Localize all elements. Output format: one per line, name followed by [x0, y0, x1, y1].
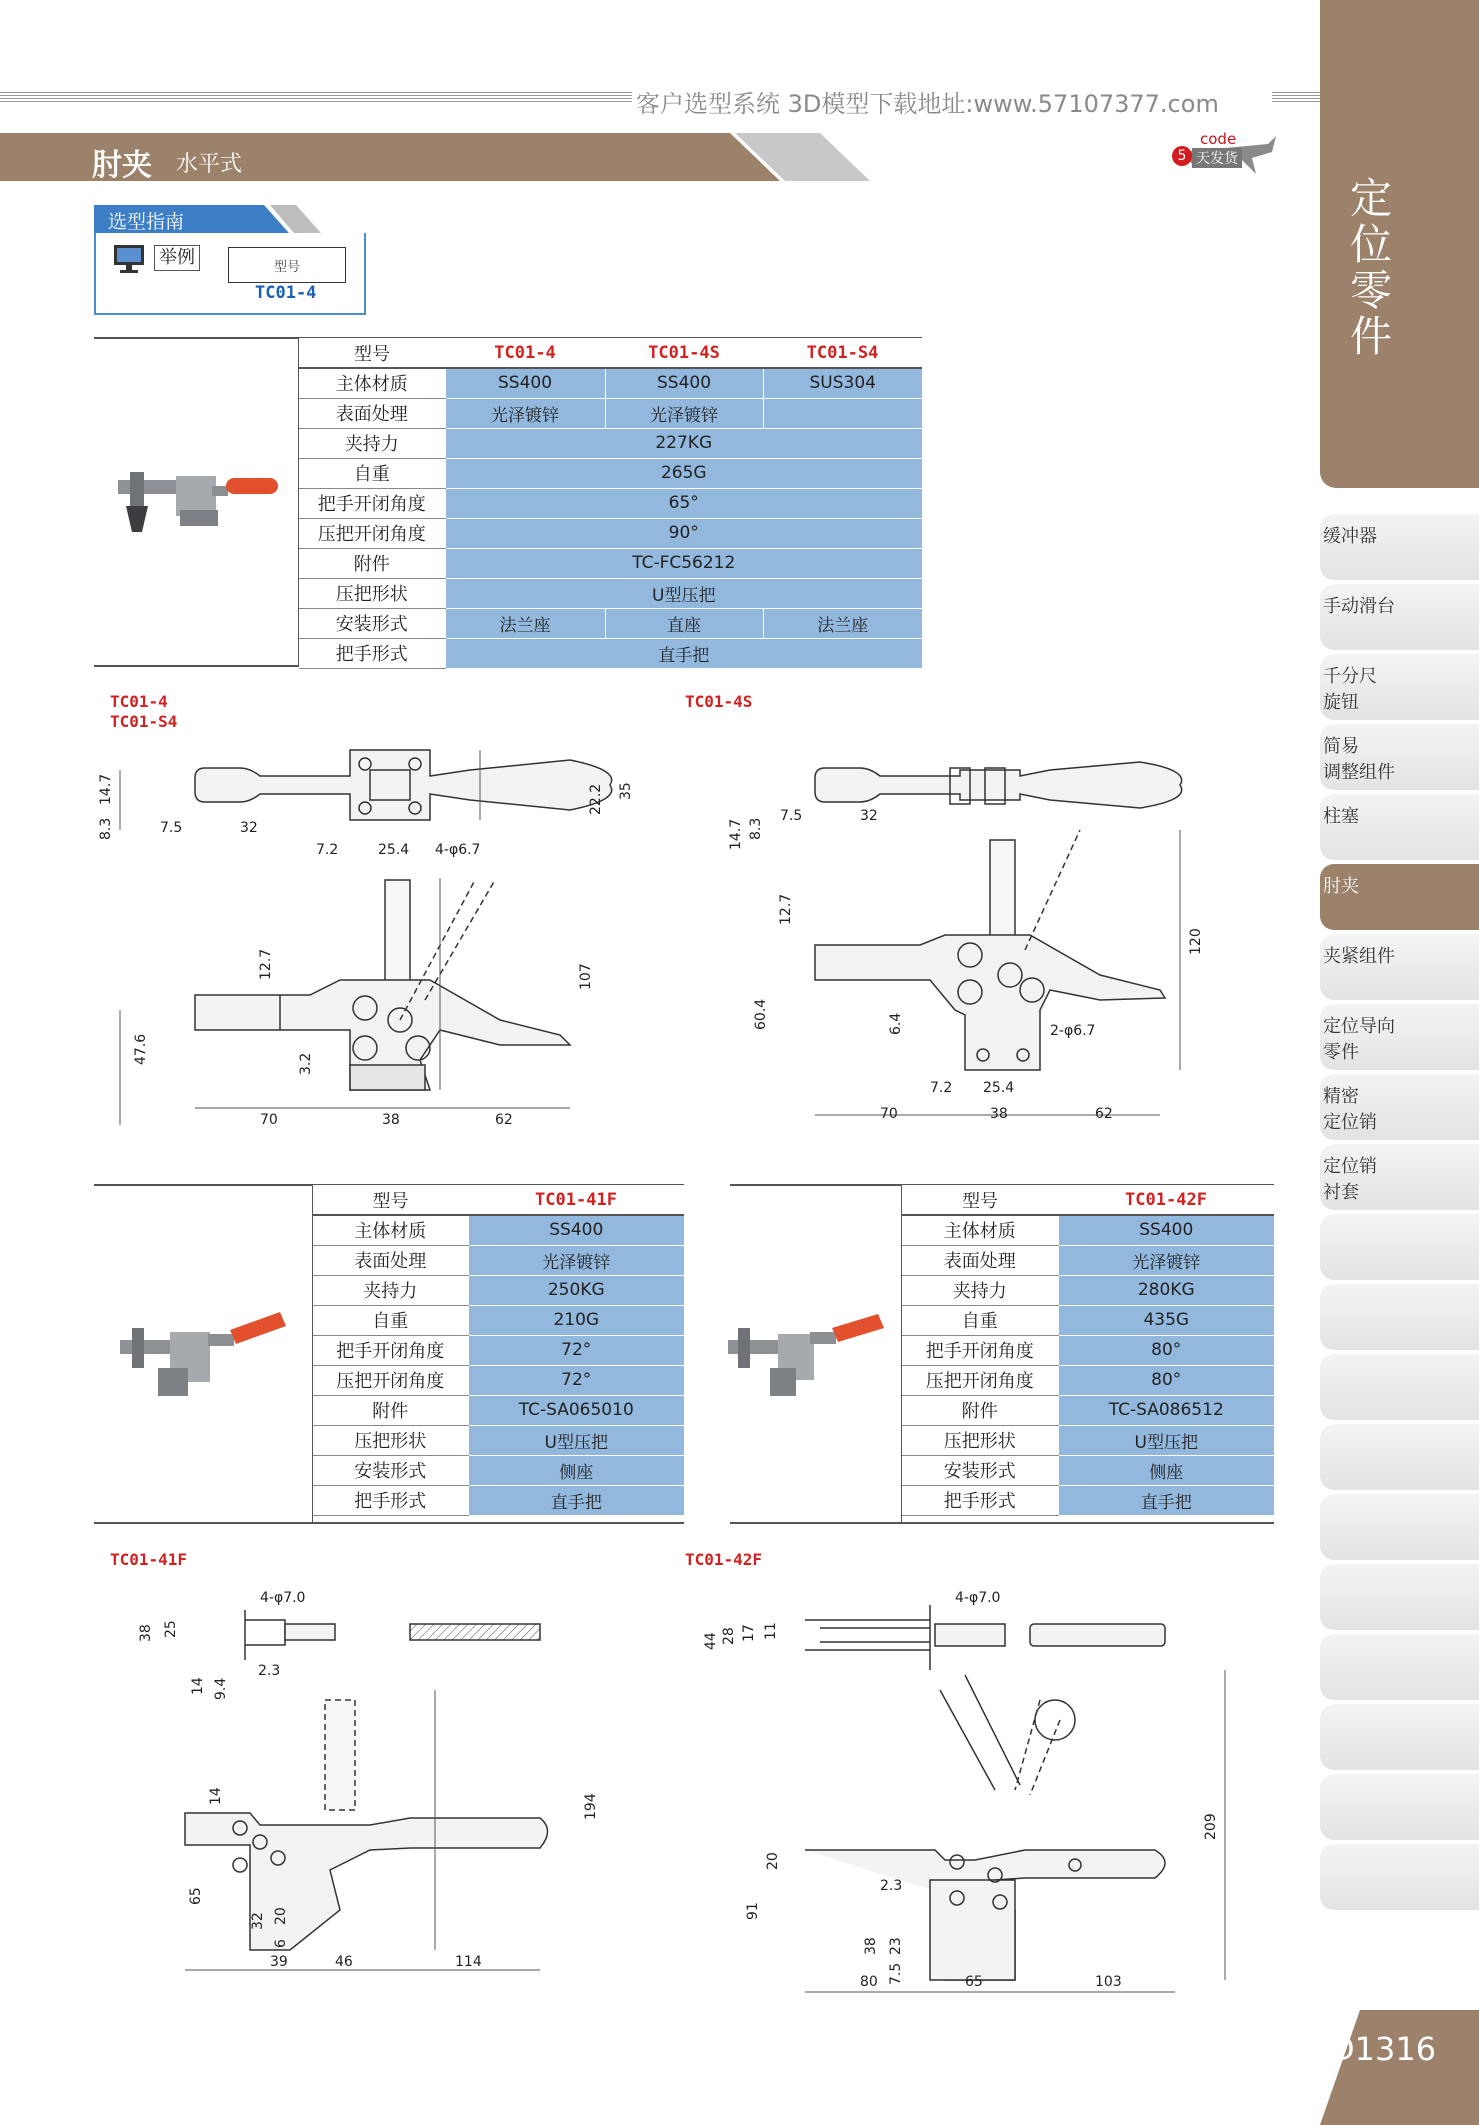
- row-value: TC-SA065010: [468, 1395, 684, 1425]
- row-value: 80°: [1058, 1365, 1274, 1395]
- row-value: U型压把: [445, 578, 922, 608]
- table-header-row: [299, 338, 922, 368]
- row-value: 250KG: [468, 1275, 684, 1305]
- dim-text: 7.2: [930, 1080, 953, 1096]
- dim-text: 2.3: [258, 1663, 281, 1679]
- table-header-row: [313, 1185, 684, 1215]
- sidebar-item-buffer[interactable]: [1320, 514, 1479, 580]
- table-row: [902, 1455, 1274, 1485]
- row-key: 压把开闭角度: [299, 518, 445, 548]
- spec-table-1: [299, 338, 922, 669]
- badge-number: 5: [1172, 146, 1192, 166]
- sidebar-item-empty: [1320, 1284, 1479, 1350]
- dim-text: 9.4: [213, 1677, 229, 1700]
- table-row: [299, 518, 922, 548]
- dim-text: 65: [188, 1887, 204, 1905]
- model-cell: TC01-42F: [1058, 1185, 1274, 1215]
- sidebar-item-simple-adjust[interactable]: [1320, 724, 1479, 790]
- row-value: 210G: [468, 1305, 684, 1335]
- dim-text: 38: [382, 1112, 400, 1128]
- page-title: 肘夹: [92, 148, 152, 183]
- tc01-41f-photo: [110, 1310, 290, 1404]
- model-cell: TC01-4S: [605, 338, 763, 368]
- row-key: 压把开闭角度: [313, 1365, 468, 1395]
- row-value: 侧座: [1058, 1455, 1274, 1485]
- sidebar-item-label: 定位销 衬套: [1323, 1156, 1377, 1203]
- table-row: [313, 1365, 684, 1395]
- example-label: 举例: [154, 245, 200, 271]
- row-value: 227KG: [445, 428, 922, 458]
- dim-text: 7.5: [888, 1962, 904, 1985]
- row-key: 夹持力: [299, 428, 445, 458]
- dim-text: 38: [990, 1106, 1008, 1122]
- row-value: SUS304: [763, 368, 922, 398]
- dim-text: 91: [745, 1902, 761, 1920]
- row-value: 直手把: [1058, 1485, 1274, 1515]
- sidebar-item-label: 肘夹: [1323, 876, 1359, 897]
- row-value: TC-SA086512: [1058, 1395, 1274, 1425]
- dim-text: 12.7: [258, 948, 274, 980]
- row-value: SS400: [605, 368, 763, 398]
- monitor-icon: [112, 243, 152, 275]
- table-row: [313, 1455, 684, 1485]
- toggle-clamp-photo-3: [722, 1310, 892, 1400]
- row-key: 自重: [299, 458, 445, 488]
- download-banner: [0, 86, 1320, 118]
- row-value: 光泽镀锌: [468, 1245, 684, 1275]
- example-tag: [112, 245, 202, 275]
- row-key: 把手形式: [299, 638, 445, 668]
- header-key: 型号: [313, 1185, 468, 1215]
- sidebar-item-label: 千分尺 旋钮: [1323, 666, 1377, 713]
- dim-text: 25.4: [983, 1080, 1015, 1096]
- dim-text: 3.2: [298, 1052, 314, 1075]
- row-value: SS400: [468, 1215, 684, 1245]
- dim-text: 32: [250, 1912, 266, 1930]
- sidebar-item-label: 夹紧组件: [1323, 946, 1395, 967]
- row-key: 自重: [902, 1305, 1058, 1335]
- row-key: 压把形状: [902, 1425, 1058, 1455]
- banner-rule-right: [1272, 92, 1320, 103]
- dim-text: 32: [860, 808, 878, 824]
- sidebar-item-label: 精密 定位销: [1323, 1086, 1377, 1133]
- dim-text: 38: [863, 1937, 879, 1955]
- table-row: [902, 1425, 1274, 1455]
- dim-text: 25: [163, 1620, 179, 1638]
- sidebar-item-label: 柱塞: [1323, 806, 1359, 827]
- dim-text: 44: [703, 1632, 719, 1650]
- drawing-label-tc01-41f: TC01-41F: [110, 1550, 188, 1569]
- model-cell: TC01-S4: [763, 338, 922, 368]
- row-key: 附件: [313, 1395, 468, 1425]
- sidebar-heading: [1320, 0, 1479, 488]
- row-value: 72°: [468, 1335, 684, 1365]
- row-key: 夹持力: [902, 1275, 1058, 1305]
- row-value: TC-FC56212: [445, 548, 922, 578]
- drawing-tc01-41f: [130, 1580, 610, 1980]
- dim-text: 80: [860, 1974, 878, 1990]
- row-value: 65°: [445, 488, 922, 518]
- row-key: 主体材质: [313, 1215, 468, 1245]
- row-value: 265G: [445, 458, 922, 488]
- sidebar-heading-text: 定 位 零 件: [1349, 174, 1392, 361]
- row-value: 280KG: [1058, 1275, 1274, 1305]
- table-row: [299, 428, 922, 458]
- table-row: [299, 548, 922, 578]
- row-value: U型压把: [468, 1425, 684, 1455]
- sidebar-item-empty: [1320, 1844, 1479, 1910]
- toggle-clamp-photo-1: [108, 462, 278, 542]
- sidebar-item-manual-slide[interactable]: [1320, 584, 1479, 650]
- sidebar-item-empty: [1320, 1634, 1479, 1700]
- row-key: 压把形状: [299, 578, 445, 608]
- table-header-row: [902, 1185, 1274, 1215]
- row-value: 光泽镀锌: [445, 398, 605, 428]
- banner-text: 客户选型系统 3D模型下载地址:www.57107377.com: [636, 90, 1219, 118]
- dim-text: 14.7: [728, 818, 744, 850]
- row-value: SS400: [1058, 1215, 1274, 1245]
- dim-text: 114: [455, 1954, 482, 1970]
- dim-text: 107: [578, 963, 594, 990]
- dim-text: 28: [721, 1627, 737, 1645]
- table-row: [902, 1335, 1274, 1365]
- row-value: 80°: [1058, 1335, 1274, 1365]
- page-number: D1316: [1330, 2030, 1437, 2068]
- drawing-tc01-4s: [720, 730, 1220, 1130]
- row-value: 侧座: [468, 1455, 684, 1485]
- dim-text: 70: [260, 1112, 278, 1128]
- row-key: 表面处理: [313, 1245, 468, 1275]
- selection-guide: [94, 205, 366, 315]
- table-row: [299, 578, 922, 608]
- dim-text: 25.4: [378, 842, 410, 858]
- dim-text: 7.5: [160, 820, 183, 836]
- dim-text: 2-φ6.7: [1050, 1023, 1096, 1039]
- dim-text: 62: [1095, 1106, 1113, 1122]
- dim-text: 4-φ7.0: [955, 1590, 1001, 1606]
- row-value: 法兰座: [445, 608, 605, 638]
- dim-text: 62: [495, 1112, 513, 1128]
- dim-text: 32: [240, 820, 258, 836]
- toggle-clamp-photo-2: [110, 1310, 290, 1400]
- dim-text: 2.3: [880, 1878, 903, 1894]
- dim-text: 14: [208, 1787, 224, 1805]
- sidebar-item-toggle-clamp[interactable]: [1320, 864, 1479, 930]
- tc01-42f-photo: [722, 1310, 892, 1404]
- row-key: 安装形式: [313, 1455, 468, 1485]
- header-key: 型号: [902, 1185, 1058, 1215]
- dim-text: 17: [741, 1624, 757, 1642]
- sidebar-item-empty: [1320, 1214, 1479, 1280]
- guide-header: [94, 205, 324, 233]
- tc01-4-photo: [108, 462, 278, 546]
- dim-text: 22.2: [588, 783, 604, 815]
- sidebar-item-label: 简易 调整组件: [1323, 736, 1395, 783]
- table-row: [299, 608, 922, 638]
- banner-rule-left: [0, 92, 632, 103]
- sidebar-item-clamp-unit[interactable]: [1320, 934, 1479, 1000]
- table-row: [902, 1245, 1274, 1275]
- badge-code: code: [1200, 130, 1237, 148]
- dim-text: 14: [190, 1677, 206, 1695]
- row-key: 把手开闭角度: [902, 1335, 1058, 1365]
- dim-text: 4-φ6.7: [435, 842, 481, 858]
- sidebar-item-empty: [1320, 1774, 1479, 1840]
- dim-text: 14.7: [98, 773, 114, 805]
- model-box: [228, 247, 346, 283]
- drawing-label-tc01-4s: TC01-4S: [685, 692, 753, 711]
- row-key: 把手形式: [313, 1485, 468, 1515]
- row-value: 72°: [468, 1365, 684, 1395]
- guide-title: 选型指南: [108, 211, 185, 233]
- row-value: 直手把: [445, 638, 922, 668]
- drawing-tc01-4: [100, 730, 660, 1130]
- dim-text: 20: [765, 1852, 781, 1870]
- row-key: 主体材质: [299, 368, 445, 398]
- table-row: [313, 1395, 684, 1425]
- table-row: [902, 1365, 1274, 1395]
- table-row: [313, 1245, 684, 1275]
- row-value: 光泽镀锌: [605, 398, 763, 428]
- table-row: [313, 1305, 684, 1335]
- row-key: 压把开闭角度: [902, 1365, 1058, 1395]
- dim-text: 194: [583, 1793, 599, 1820]
- row-key: 表面处理: [299, 398, 445, 428]
- dim-text: 6: [273, 1939, 289, 1948]
- row-key: 夹持力: [313, 1275, 468, 1305]
- dim-text: 35: [618, 782, 634, 800]
- dim-text: 4-φ7.0: [260, 1590, 306, 1606]
- row-key: 表面处理: [902, 1245, 1058, 1275]
- row-value: 直手把: [468, 1485, 684, 1515]
- table-row: [902, 1215, 1274, 1245]
- row-value: 光泽镀锌: [1058, 1245, 1274, 1275]
- sidebar-item-empty: [1320, 1424, 1479, 1490]
- table-row: [313, 1215, 684, 1245]
- table-row: [313, 1335, 684, 1365]
- dim-text: 7.5: [780, 808, 803, 824]
- sidebar-item-label: 缓冲器: [1323, 526, 1377, 547]
- header-key: 型号: [299, 338, 445, 368]
- dim-text: 7.2: [316, 842, 339, 858]
- dim-text: 39: [270, 1954, 288, 1970]
- row-value: 直座: [605, 608, 763, 638]
- sidebar-item-pin-bushing[interactable]: [1320, 1144, 1479, 1210]
- dim-text: 70: [880, 1106, 898, 1122]
- table-row: [299, 638, 922, 668]
- category-sidebar: [1320, 0, 1479, 2125]
- dim-text: 11: [763, 1622, 779, 1640]
- row-key: 把手形式: [902, 1485, 1058, 1515]
- table-row: [902, 1485, 1274, 1515]
- row-value: 435G: [1058, 1305, 1274, 1335]
- dim-text: 23: [888, 1937, 904, 1955]
- row-key: 主体材质: [902, 1215, 1058, 1245]
- delivery-badge: [1172, 130, 1278, 180]
- table-row: [299, 488, 922, 518]
- row-value: U型压把: [1058, 1425, 1274, 1455]
- table-row: [313, 1275, 684, 1305]
- table-row: [299, 398, 922, 428]
- row-value: [763, 398, 922, 428]
- dim-text: 120: [1188, 928, 1204, 955]
- drawing-label-tc01-42f: TC01-42F: [685, 1550, 763, 1569]
- row-value: 90°: [445, 518, 922, 548]
- section-title-bar: [0, 133, 870, 181]
- model-box-label: 型号: [273, 260, 300, 275]
- sidebar-item-locating-guide[interactable]: [1320, 1004, 1479, 1070]
- table-row: [299, 458, 922, 488]
- dim-text: 46: [335, 1954, 353, 1970]
- dim-text: 60.4: [753, 998, 769, 1030]
- dim-text: 8.3: [98, 817, 114, 840]
- row-key: 压把形状: [313, 1425, 468, 1455]
- sidebar-item-plunger[interactable]: [1320, 794, 1479, 860]
- sidebar-item-label: 定位导向 零件: [1323, 1016, 1395, 1063]
- sidebar-item-label: 手动滑台: [1323, 596, 1395, 617]
- model-cell: TC01-4: [445, 338, 605, 368]
- row-value: 法兰座: [763, 608, 922, 638]
- sidebar-item-empty: [1320, 1494, 1479, 1560]
- row-key: 把手开闭角度: [313, 1335, 468, 1365]
- row-key: 把手开闭角度: [299, 488, 445, 518]
- dim-text: 47.6: [133, 1033, 149, 1065]
- dim-text: 65: [965, 1974, 983, 1990]
- row-value: SS400: [445, 368, 605, 398]
- row-key: 安装形式: [299, 608, 445, 638]
- table-row: [902, 1305, 1274, 1335]
- dim-text: 38: [138, 1624, 154, 1642]
- sidebar-item-empty: [1320, 1704, 1479, 1770]
- table-row: [902, 1395, 1274, 1425]
- table-row: [902, 1275, 1274, 1305]
- table-row: [299, 368, 922, 398]
- spec-table-3: [902, 1185, 1274, 1516]
- model-cell: TC01-41F: [468, 1185, 684, 1215]
- table-row: [313, 1425, 684, 1455]
- dim-text: 103: [1095, 1974, 1122, 1990]
- page-subtitle: 水平式: [176, 152, 243, 177]
- drawing-tc01-42f: [695, 1580, 1255, 1990]
- badge-text: 天发货: [1192, 148, 1242, 168]
- sidebar-item-empty: [1320, 1354, 1479, 1420]
- row-key: 附件: [299, 548, 445, 578]
- drawing-label-tc01-4: TC01-4 TC01-S4: [110, 692, 178, 731]
- sidebar-item-micrometer-knob[interactable]: [1320, 654, 1479, 720]
- dim-text: 12.7: [778, 893, 794, 925]
- page-number-box: [1320, 2010, 1479, 2125]
- row-key: 安装形式: [902, 1455, 1058, 1485]
- row-key: 附件: [902, 1395, 1058, 1425]
- model-example-value: TC01-4: [255, 283, 317, 303]
- table-row: [313, 1485, 684, 1515]
- spec-table-2: [313, 1185, 684, 1516]
- dim-text: 20: [273, 1907, 289, 1925]
- dim-text: 209: [1203, 1813, 1219, 1840]
- row-key: 自重: [313, 1305, 468, 1335]
- sidebar-item-precision-pin[interactable]: [1320, 1074, 1479, 1140]
- dim-text: 6.4: [888, 1012, 904, 1035]
- sidebar-item-empty: [1320, 1564, 1479, 1630]
- dim-text: 8.3: [748, 817, 764, 840]
